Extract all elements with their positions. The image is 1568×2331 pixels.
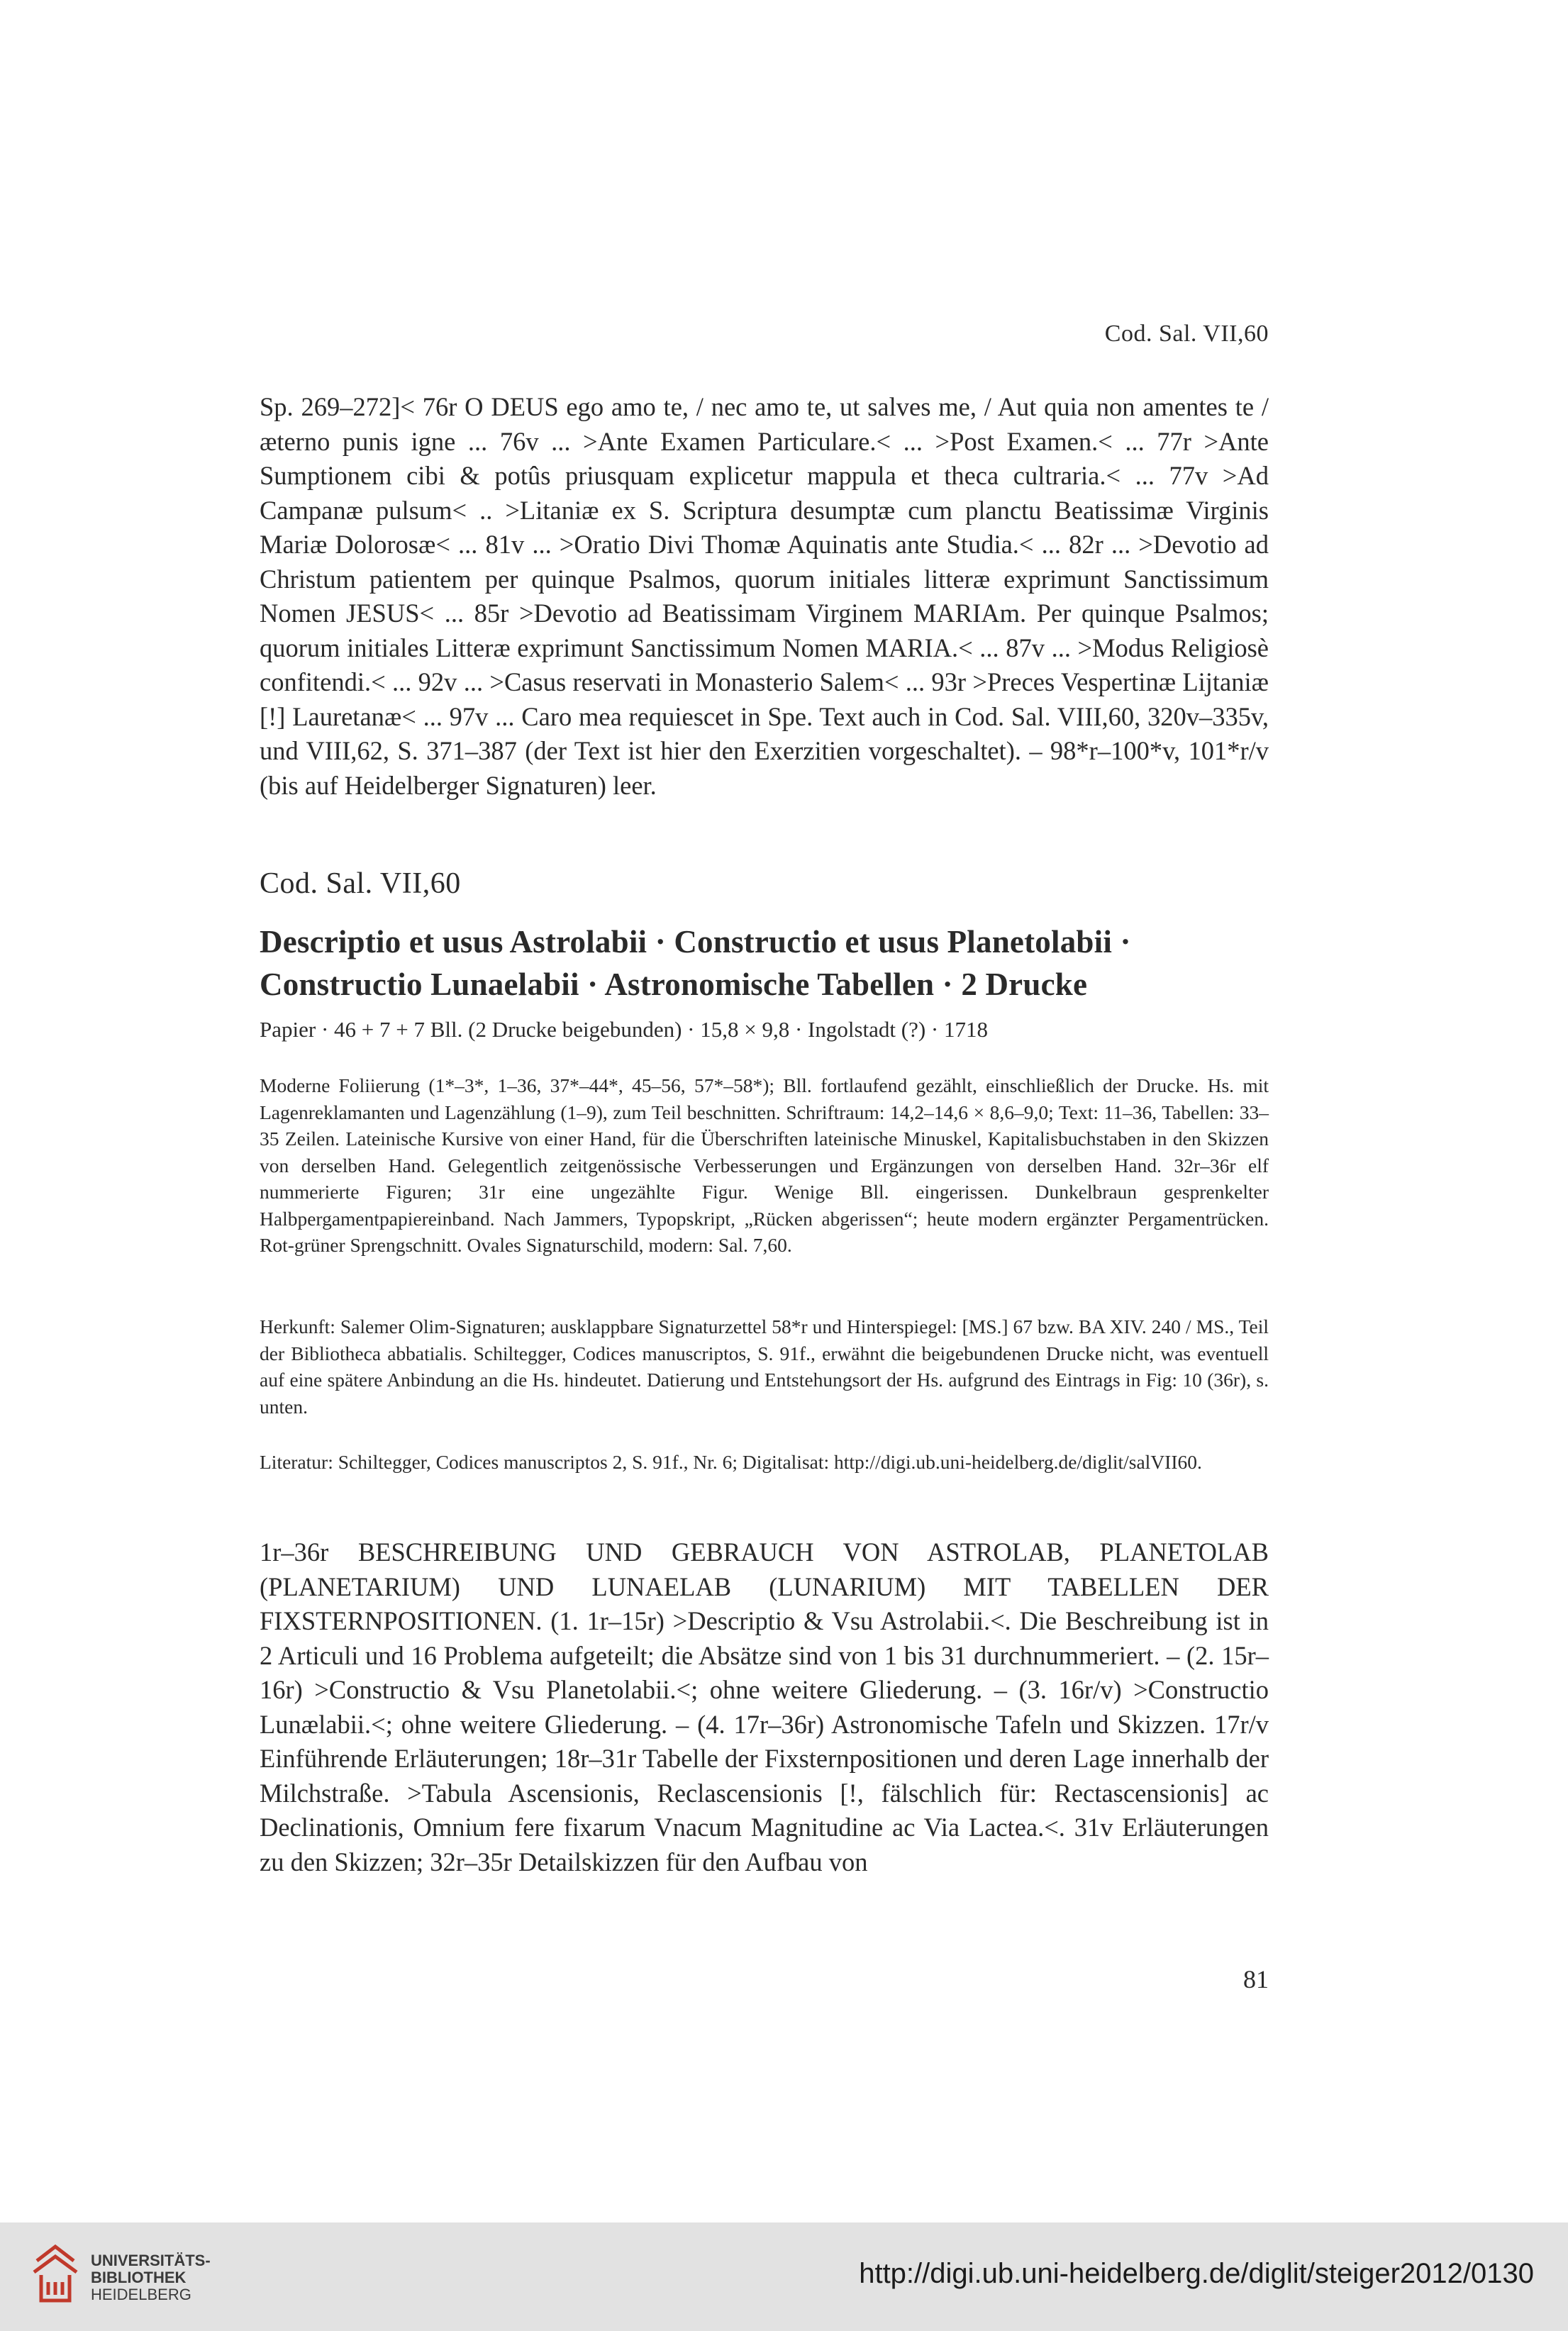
library-name-line1: UNIVERSITÄTS- <box>91 2252 211 2269</box>
library-name[interactable] <box>91 2252 211 2303</box>
codicological-description: Moderne Foliierung (1*–3*, 1–36, 37*–44*, 45–56, 57*–58*); Bll. fortlaufend gezählt, einschließlich der Drucke. Hs. mit Lagenreklamanten und Lagenzählung (1–9), zum Teil beschnitten. Schriftraum: 14,2–14,6 × 8,6–9,0; Text: 11–36, Tabellen: 33–35 Zeilen. Lateinische Kursive von einer Hand, für die Überschriften lateinische Minuskel, Kapitalisbuchstaben in den Skizzen von derselben Hand. Gelegentlich zeitgenössische Verbesserungen und Ergänzungen von derselben Hand. 32r–36r elf nummerierte Figuren; 31r eine ungezählte Figur. Wenige Bll. eingerissen. Dunkelbraun gesprenkelter Halbpergamentpapiereinband. Nach Jammers, Typopskript, „Rücken abgerissen“; heute modern ergänzter Pergamentrücken. Rot-grüner Sprengschnitt. Ovales Signaturschild, modern: Sal. 7,60. <box>260 1074 1269 1256</box>
manuscript-title: Descriptio et usus Astrolabii · Constructio et usus Planetolabii · Constructio Lunaelabii · Astronomische Tabellen · 2 Drucke <box>260 924 1131 1002</box>
page-number: 81 <box>1243 1965 1269 1993</box>
literature-paragraph: Literatur: Schiltegger, Codices manuscriptos 2, S. 91f., Nr. 6; Digitalisat: http://digi.ub.uni-heidelberg.de/diglit/salVII60. <box>260 1451 1202 1473</box>
library-name-line3: HEIDELBERG <box>91 2286 191 2303</box>
material-line: Papier · 46 + 7 + 7 Bll. (2 Drucke beigebunden) · 15,8 × 9,8 · Ingolstadt (?) · 1718 <box>260 1017 988 1042</box>
provenance-paragraph: Herkunft: Salemer Olim-Signaturen; ausklappbare Signaturzettel 58*r und Hinterspiegel: [MS.] 67 bzw. BA XIV. 240 / MS., Teil der Bibliotheca abbatialis. Schiltegger, Codices manuscriptos, S. 91f., erwähnt die beigebundenen Drucke nicht, was eventuell auf eine spätere Anbindung an die Hs. hindeutet. Datierung und Entstehungsort der Hs. aufgrund des Eintrags in Fig: 10 (36r), s. unten. <box>260 1315 1269 1418</box>
library-name-line2: BIBLIOTHEK <box>91 2269 187 2286</box>
contents-paragraph: 1r–36r BESCHREIBUNG UND GEBRAUCH VON ASTROLAB, PLANETOLAB (PLANETARIUM) UND LUNAELAB (LUNARIUM) MIT TABELLEN DER FIXSTERNPOSITIONEN. (1. 1r–15r) >Descriptio & Vsu Astrolabii.<. Die Beschreibung ist in 2 Articuli und 16 Problema aufgeteilt; die Absätze sind von 1 bis 31 durchnummeriert. – (2. 15r–16r) >Constructio & Vsu Planetolabii.<; ohne weitere Gliederung. – (3. 16r/v) >Constructio Lunælabii.<; ohne weitere Gliederung. – (4. 17r–36r) Astronomische Tafeln und Skizzen. 17r/v Einführende Erläuterungen; 18r–31r Tabelle der Fixsternpositionen und deren Lage innerhalb der Milchstraße. >Tabula Ascensionis, Reclascensionis [!, fälschlich für: Rectascensionis] ac Declinationis, Omnium fere fixarum Vnacum Magnitudine ac Via Lactea.<. 31v Erläuterungen zu den Skizzen; 32r–35r Detailskizzen für den Aufbau von <box>260 1537 1269 1876</box>
running-head: Cod. Sal. VII,60 <box>1104 321 1269 347</box>
previous-entry-text: Sp. 269–272]< 76r O DEUS ego amo te, / nec amo te, ut salves me, / Aut quia non amentes te / æterno punis igne ... 76v ... >Ante Examen Particulare.< ... >Post Examen.< ... 77r >Ante Sumptionem cibi & potûs priusquam explicetur mappula et theca cultraria.< ... 77v >Ad Campanæ pulsum< .. >Litaniæ ex S. Scriptura desumptæ cum planctu Beatissimæ Virginis Mariæ Dolorosæ< ... 81v ... >Oratio Divi Thomæ Aquinatis ante Studia.< ... 82r ... >Devotio ad Christum patientem per quinque Psalmos, quorum initiales litteræ exprimunt Sanctissimum Nomen JESUS< ... 85r >Devotio ad Beatissimam Virginem MARIAm. Per quinque Psalmos; quorum initiales Litteræ exprimunt Sanctissimum Nomen MARIA.< ... 87v ... >Modus Religiosè confitendi.< ... 92v ... >Casus reservati in Monasterio Salem< ... 93r >Preces Vespertinæ Lijtaniæ [!] Lauretanæ< ... 97v ... Caro mea requiescet in Spe. Text auch in Cod. Sal. VIII,60, 320v–335v, und VIII,62, S. 371–387 (der Text ist hier den Exerzitien vorgeschaltet). – 98*r–100*v, 101*r/v (bis auf Heidelberger Signaturen) leer. <box>260 392 1269 800</box>
ub-heidelberg-logo-icon[interactable] <box>27 2240 85 2310</box>
signature-heading: Cod. Sal. VII,60 <box>260 867 461 900</box>
permalink-url[interactable]: http://digi.ub.uni-heidelberg.de/diglit/steiger2012/0130 <box>859 2258 1534 2289</box>
viewer-footer <box>0 2222 1568 2331</box>
previous-entry <box>260 390 1269 803</box>
